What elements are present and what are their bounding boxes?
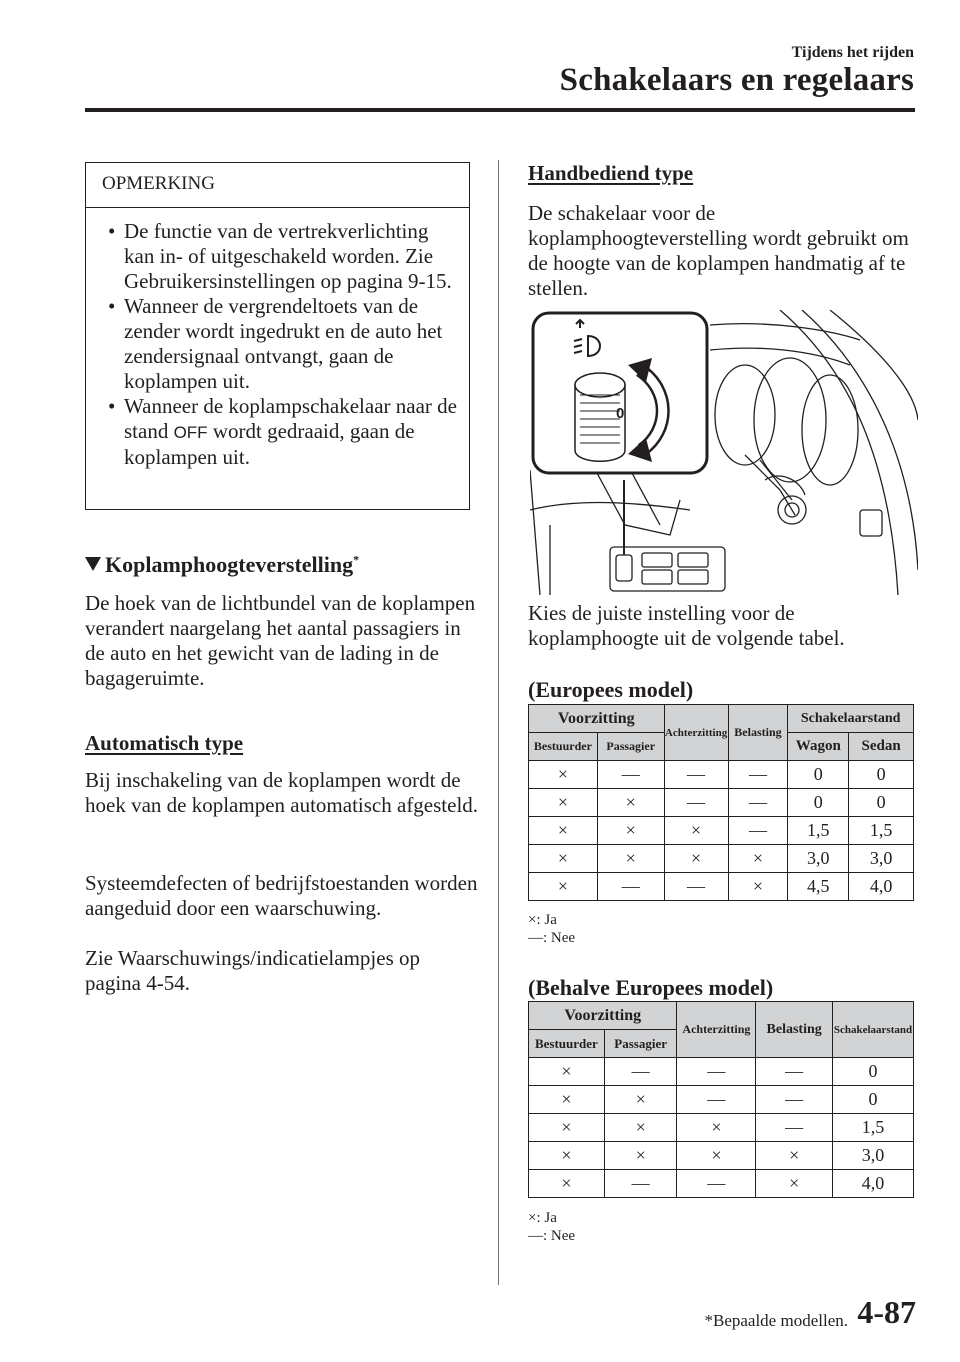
switch-position-off: OFF bbox=[173, 423, 208, 442]
footnote: *Bepaalde modellen. bbox=[704, 1311, 848, 1330]
cell: — bbox=[728, 761, 788, 789]
cell: — bbox=[597, 761, 664, 789]
header-passenger: Passagier bbox=[604, 1030, 677, 1058]
note-item bbox=[108, 294, 460, 394]
cell: × bbox=[597, 789, 664, 817]
cell: — bbox=[756, 1114, 833, 1142]
cell: — bbox=[677, 1170, 756, 1198]
cell: — bbox=[664, 761, 728, 789]
cell: — bbox=[756, 1086, 833, 1114]
cell: × bbox=[664, 817, 728, 845]
note-list bbox=[108, 219, 460, 470]
cell: 0 bbox=[832, 1086, 913, 1114]
table-other-title: (Behalve Europees model) bbox=[528, 975, 774, 1000]
header-load: Belasting bbox=[756, 1002, 833, 1058]
cell: 1,5 bbox=[832, 1114, 913, 1142]
table-row bbox=[529, 873, 914, 901]
cell: × bbox=[529, 1142, 605, 1170]
header-driver: Bestuurder bbox=[529, 733, 598, 761]
cell: 0 bbox=[832, 1058, 913, 1086]
note-item-text-pre: Wanneer de koplampschakelaar naar de stand bbox=[124, 394, 457, 443]
cell: — bbox=[604, 1058, 677, 1086]
note-item bbox=[108, 219, 460, 294]
cell: × bbox=[604, 1142, 677, 1170]
note-item-text: Wanneer de vergrendeltoets van de zender wordt ingedrukt en de auto het zendersignaal ontvangt, gaan de koplampen uit. bbox=[124, 294, 443, 393]
automatic-heading: Automatisch type bbox=[85, 731, 244, 755]
automatic-p1: Bij inschakeling van de koplampen wordt de hoek van de koplampen automatisch afgesteld. bbox=[85, 768, 479, 817]
section-intro: De hoek van de lichtbundel van de koplampen verandert naargelang het aantal passagiers in de auto en het gewicht van de lading in de bagageruimte. bbox=[85, 591, 476, 690]
table-row bbox=[529, 845, 914, 873]
section-title bbox=[85, 552, 359, 578]
cell: × bbox=[529, 1058, 605, 1086]
running-header-chapter: Schakelaars en regelaars bbox=[559, 62, 914, 98]
table-other bbox=[528, 1001, 914, 1198]
cell: — bbox=[677, 1086, 756, 1114]
header-switch-position: Schakelaarstand bbox=[832, 1002, 913, 1058]
cell: × bbox=[529, 761, 598, 789]
table-eu-title: (Europees model) bbox=[528, 677, 694, 702]
cell: 4,5 bbox=[788, 873, 849, 901]
cell: 1,5 bbox=[849, 817, 914, 845]
cell: 3,0 bbox=[832, 1142, 913, 1170]
optional-asterisk: * bbox=[353, 552, 360, 567]
table-row bbox=[529, 1170, 914, 1198]
table-row bbox=[529, 1142, 914, 1170]
dial-position-label: 0 bbox=[616, 405, 625, 422]
table-row bbox=[529, 1086, 914, 1114]
cell: 3,0 bbox=[849, 845, 914, 873]
manual-p2: Kies de juiste instelling voor de koplamphoogte uit de volgende tabel. bbox=[528, 601, 845, 650]
manual-p1: De schakelaar voor de koplamphoogteverstelling wordt gebruikt om de hoogte van de koplampen handmatig af te stellen. bbox=[528, 201, 909, 300]
cell: — bbox=[728, 817, 788, 845]
triangle-marker-icon bbox=[85, 557, 101, 571]
cell: × bbox=[756, 1170, 833, 1198]
header-front-seat: Voorzitting bbox=[529, 1002, 677, 1030]
cell: — bbox=[677, 1058, 756, 1086]
cell: × bbox=[597, 845, 664, 873]
cell: × bbox=[597, 817, 664, 845]
cell: × bbox=[677, 1142, 756, 1170]
cell: 0 bbox=[849, 761, 914, 789]
note-divider bbox=[86, 207, 469, 208]
column-divider bbox=[498, 160, 499, 1285]
cell: 0 bbox=[788, 761, 849, 789]
header-rear-seat: Achterzitting bbox=[664, 705, 728, 761]
cell: × bbox=[529, 1114, 605, 1142]
section-title-text: Koplamphoogteverstelling bbox=[105, 552, 354, 577]
header-switch-position: Schakelaarstand bbox=[788, 705, 914, 733]
manual-heading: Handbediend type bbox=[528, 161, 694, 185]
table-row bbox=[529, 1058, 914, 1086]
table-row bbox=[529, 761, 914, 789]
header-wagon: Wagon bbox=[788, 733, 849, 761]
table-eu-legend-no: —: Nee bbox=[528, 930, 576, 946]
headlight-leveling-illustration bbox=[530, 310, 918, 595]
note-item-text: De functie van de vertrekverlichting kan in- of uitgeschakeld worden. Zie Gebruikersinstellingen op pagina 9-15. bbox=[124, 219, 452, 293]
cell: — bbox=[664, 873, 728, 901]
cell: 0 bbox=[788, 789, 849, 817]
note-title: OPMERKING bbox=[102, 173, 215, 194]
automatic-p2: Systeemdefecten of bedrijfstoestanden worden aangeduid door een waarschuwing. bbox=[85, 871, 478, 920]
cell: × bbox=[604, 1086, 677, 1114]
note-box bbox=[85, 162, 470, 510]
note-item-text-post: wordt gedraaid, gaan de koplampen uit. bbox=[124, 419, 415, 469]
page-number: 4-87 bbox=[857, 1294, 916, 1330]
table-other-legend-yes: ×: Ja bbox=[528, 1210, 557, 1226]
cell: × bbox=[756, 1142, 833, 1170]
cell: 0 bbox=[849, 789, 914, 817]
header-rear-seat: Achterzitting bbox=[677, 1002, 756, 1058]
cell: × bbox=[677, 1114, 756, 1142]
cell: — bbox=[728, 789, 788, 817]
cell: — bbox=[597, 873, 664, 901]
cell: — bbox=[664, 789, 728, 817]
cell: 4,0 bbox=[832, 1170, 913, 1198]
automatic-p3: Zie Waarschuwings/indicatielampjes op pagina 4-54. bbox=[85, 946, 420, 995]
cell: × bbox=[529, 817, 598, 845]
header-front-seat: Voorzitting bbox=[529, 705, 665, 733]
cell: 3,0 bbox=[788, 845, 849, 873]
table-row bbox=[529, 789, 914, 817]
cell: × bbox=[604, 1114, 677, 1142]
header-passenger: Passagier bbox=[597, 733, 664, 761]
note-item bbox=[108, 394, 460, 470]
table-row bbox=[529, 1114, 914, 1142]
bullet-icon: • bbox=[108, 219, 116, 243]
cell: 1,5 bbox=[788, 817, 849, 845]
cell: 4,0 bbox=[849, 873, 914, 901]
bullet-icon: • bbox=[108, 294, 116, 318]
cell: × bbox=[664, 845, 728, 873]
cell: — bbox=[756, 1058, 833, 1086]
bullet-icon: • bbox=[108, 394, 116, 418]
table-eu bbox=[528, 704, 914, 901]
cell: × bbox=[529, 873, 598, 901]
cell: × bbox=[529, 789, 598, 817]
header-sedan: Sedan bbox=[849, 733, 914, 761]
cell: × bbox=[728, 845, 788, 873]
header-driver: Bestuurder bbox=[529, 1030, 605, 1058]
header-rule bbox=[85, 108, 915, 112]
cell: × bbox=[728, 873, 788, 901]
table-other-legend-no: —: Nee bbox=[528, 1228, 576, 1244]
cell: × bbox=[529, 1170, 605, 1198]
table-row bbox=[529, 817, 914, 845]
cell: — bbox=[604, 1170, 677, 1198]
cell: × bbox=[529, 845, 598, 873]
header-load: Belasting bbox=[728, 705, 788, 761]
running-header-section: Tijdens het rijden bbox=[791, 44, 914, 61]
cell: × bbox=[529, 1086, 605, 1114]
table-eu-legend-yes: ×: Ja bbox=[528, 912, 557, 928]
